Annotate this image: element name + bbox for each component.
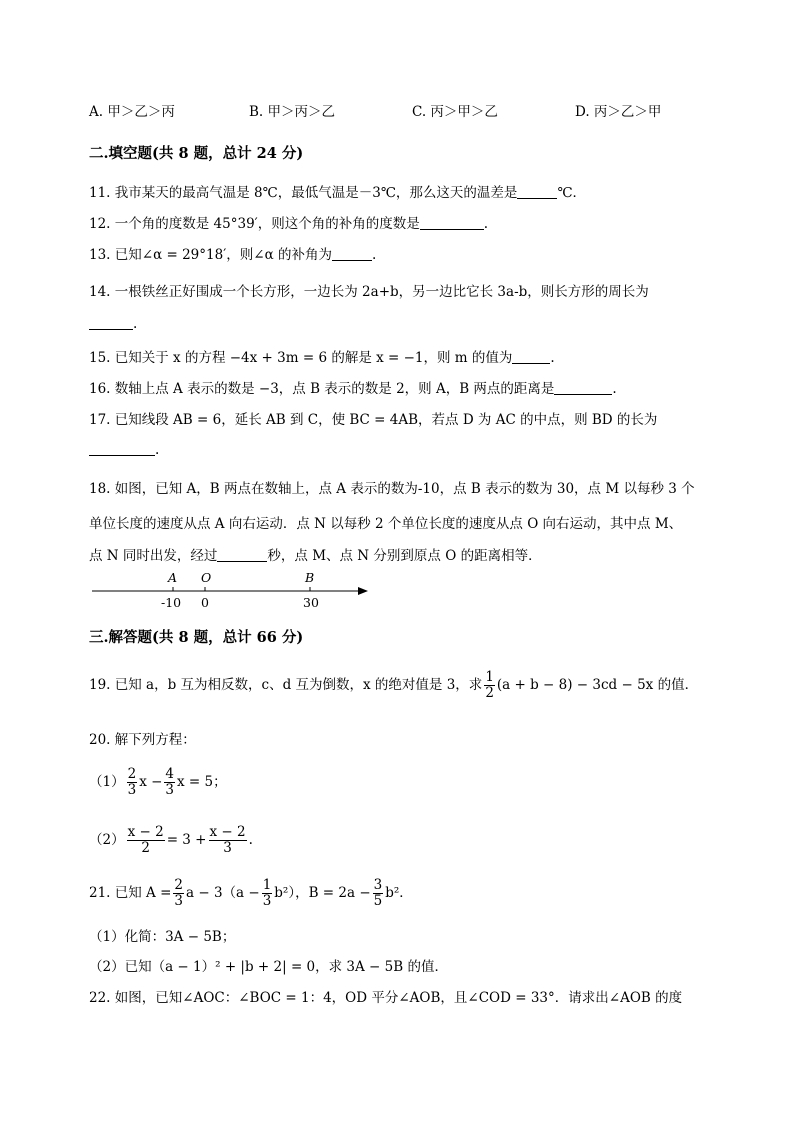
fraction-numerator: 1: [485, 669, 494, 685]
fraction-numerator: 2: [174, 877, 183, 893]
question-15: [89, 346, 555, 366]
question-20-part-1: [89, 767, 227, 798]
math-text: b²），B = 2a −: [274, 885, 371, 901]
q13-tail: .: [371, 247, 377, 263]
q12-tail: .: [483, 216, 489, 232]
fraction-numerator: 1: [262, 877, 272, 893]
q18-text: 点 N 同时出发，经过: [89, 548, 218, 564]
math-text: 21. 已知 A =: [89, 885, 172, 901]
fraction-numerator: 4: [165, 766, 174, 782]
fraction-denominator: 2: [141, 840, 150, 856]
fraction-numerator: x − 2: [127, 824, 164, 840]
fraction-denominator: 3: [262, 893, 272, 909]
point-a-letter: A: [168, 570, 178, 585]
number-line-figure: [90, 578, 375, 610]
question-21-part-1: （1）化简：3A − 5B；: [89, 929, 236, 945]
question-20-part-2: [89, 825, 253, 856]
option-c: C. 丙＞甲＞乙: [412, 104, 498, 120]
math-text: = 3 +: [166, 832, 207, 848]
q11-tail: ℃．: [557, 185, 587, 201]
answer-blank: [517, 185, 557, 199]
question-11: [89, 181, 586, 201]
q13-text: 13. 已知∠α = 29°18′，则∠α 的补角为: [89, 247, 332, 263]
option-b: B. 甲＞丙＞乙: [249, 104, 336, 120]
q16-text: 16. 数轴上点 A 表示的数是 −3，点 B 表示的数是 2，则 A，B 两点的距离是: [89, 381, 555, 397]
question-21: [89, 878, 413, 909]
point-o-letter: O: [201, 570, 212, 585]
question-18-line-3: [89, 544, 542, 564]
fraction-denominator: 5: [373, 893, 383, 909]
q19-tail: (a + b − 8) − 3cd − 5x 的值．: [496, 677, 699, 693]
fraction: [164, 767, 175, 798]
math-text: b²．: [385, 885, 413, 901]
fraction: [209, 825, 247, 856]
answer-blank: [332, 247, 372, 261]
answer-blank: [554, 381, 612, 395]
answer-blank: [420, 216, 484, 230]
fraction: [373, 878, 384, 909]
fraction-denominator: 3: [127, 782, 137, 798]
question-20-title: 20. 解下列方程：: [89, 732, 196, 748]
fraction-numerator: 3: [373, 877, 383, 893]
question-17: 17. 已知线段 AB = 6，延长 AB 到 C，使 BC = 4AB，若点 D 为 AC 的中点，则 BD 的长为: [89, 412, 658, 428]
question-13: [89, 243, 376, 263]
q11-text: 11. 我市某天的最高气温是 8℃，最低气温是－3℃，那么这天的温差是: [89, 185, 518, 201]
fraction-denominator: 3: [223, 840, 232, 856]
question-16: [89, 377, 617, 397]
q17-tail: .: [155, 442, 160, 458]
question-21-part-2: （2）已知（a − 1）² + |b + 2| = 0，求 3A − 5B 的值．: [89, 959, 448, 975]
question-18-line-2: 单位长度的速度从点 A 向右运动．点 N 以每秒 2 个单位长度的速度从点 O 向右运动，其中点 M、: [89, 516, 683, 532]
option-a: A. 甲＞乙＞丙: [89, 104, 175, 120]
point-a-value: -10: [161, 595, 182, 610]
q12-text: 12. 一个角的度数是 45°39′，则这个角的补角的度数是: [89, 216, 420, 232]
section-2-heading: 二.填空题(共 8 题，总计 24 分): [89, 145, 304, 162]
answer-blank: [217, 548, 267, 562]
question-14-answer: [89, 316, 137, 332]
question-22: 22. 如图，已知∠AOC：∠BOC = 1：4，OD 平分∠AOB，且∠COD = 33°．请求出∠AOB 的度: [89, 990, 683, 1006]
q15-text: 15. 已知关于 x 的方程 −4x + 3m = 6 的解是 x = −1，则 m 的值为: [89, 350, 513, 366]
answer-blank: [89, 316, 133, 330]
point-b-letter: B: [305, 570, 315, 585]
fraction: [173, 878, 184, 909]
fraction-denominator: 3: [165, 782, 174, 798]
fraction: [127, 825, 165, 856]
part-label: （2）: [89, 832, 125, 848]
fraction-denominator: 2: [485, 685, 494, 701]
fraction: [127, 767, 138, 798]
arrow-right-icon: [358, 587, 368, 595]
section-3-heading: 三.解答题(共 8 题，总计 66 分): [89, 629, 304, 646]
fraction: [262, 878, 273, 909]
math-text: x = 5；: [177, 774, 227, 790]
q16-tail: .: [612, 381, 617, 397]
q18-tail: 秒，点 M、点 N 分别到原点 O 的距离相等．: [267, 548, 542, 564]
question-14: 14. 一根铁丝正好围成一个长方形，一边长为 2a+b，另一边比它长 3a-b，则长方形的周长为: [89, 284, 649, 300]
question-17-answer: [89, 442, 159, 458]
question-19: [89, 670, 698, 701]
part-label: （1）: [89, 774, 125, 790]
fraction-numerator: 2: [127, 766, 137, 782]
option-d: D. 丙＞乙＞甲: [575, 104, 662, 120]
q14-tail: .: [133, 316, 138, 332]
q19-text: 19. 已知 a，b 互为相反数，c、d 互为倒数，x 的绝对值是 3，求: [89, 677, 483, 693]
point-o-value: 0: [201, 595, 209, 610]
fraction-numerator: x − 2: [209, 824, 246, 840]
question-12: [89, 212, 488, 232]
answer-blank: [89, 442, 155, 456]
q15-tail: .: [550, 350, 555, 366]
math-text: x −: [139, 774, 163, 790]
fraction-one-half: [484, 670, 495, 701]
question-18-line-1: 18. 如图，已知 A，B 两点在数轴上，点 A 表示的数为-10，点 B 表示的数为 30，点 M 以每秒 3 个: [89, 481, 695, 497]
point-b-value: 30: [303, 595, 319, 610]
answer-blank: [512, 350, 550, 364]
math-text: a − 3（a −: [186, 885, 260, 901]
fraction-denominator: 3: [174, 893, 183, 909]
math-text: .: [248, 832, 253, 848]
